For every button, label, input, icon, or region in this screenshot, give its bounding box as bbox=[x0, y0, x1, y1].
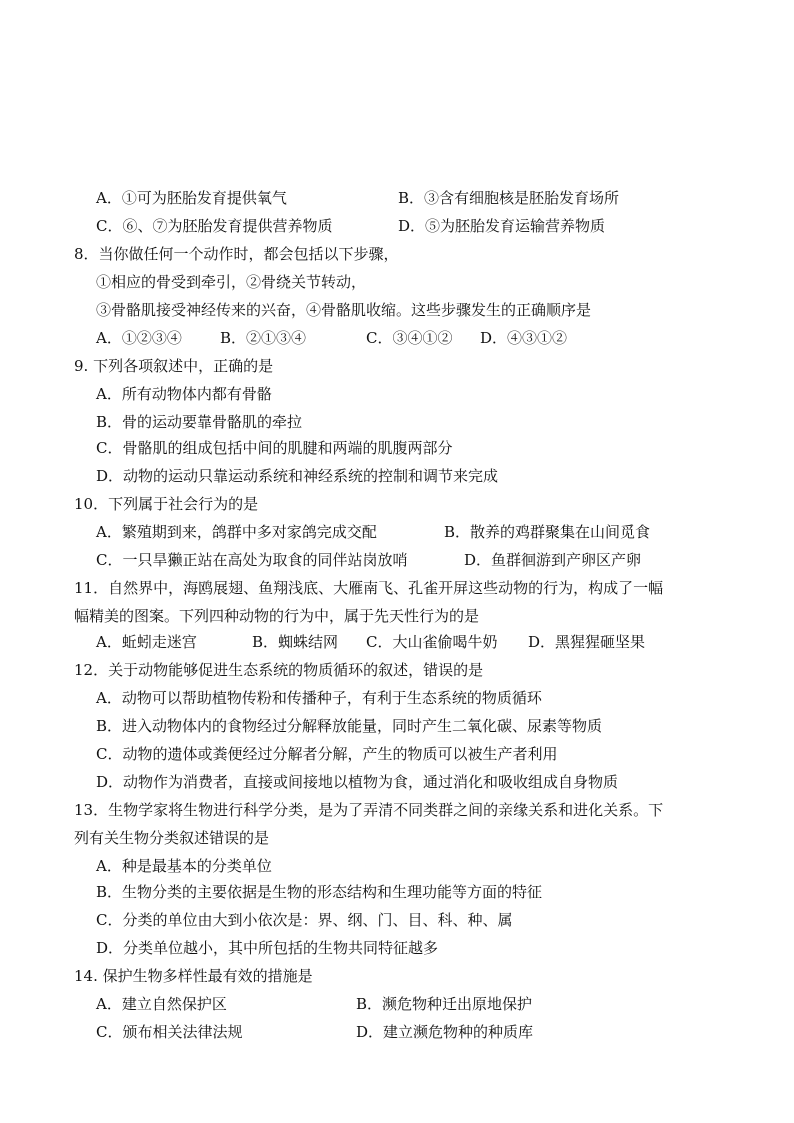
q13-option-c: C．分类的单位由大到小依次是：界、纲、门、目、科、种、属 bbox=[96, 911, 513, 929]
q9-option-a: A．所有动物体内都有骨骼 bbox=[96, 385, 272, 403]
q8-steps-line1: ①相应的骨受到牵引，②骨绕关节转动， bbox=[96, 273, 367, 291]
q8-option-a: A．①②③④ bbox=[96, 329, 182, 347]
q12-option-d: D．动物作为消费者，直接或间接地以植物为食，通过消化和吸收组成自身物质 bbox=[96, 773, 619, 791]
q8-option-c: C．③④①② bbox=[366, 329, 453, 347]
q11-stem-line1: 11．自然界中，海鸥展翅、鱼翔浅底、大雁南飞、孔雀开屏这些动物的行为，构成了一幅 bbox=[74, 579, 664, 597]
q14-option-d: D．建立濒危物种的种质库 bbox=[356, 1023, 534, 1041]
q9-option-d: D．动物的运动只靠运动系统和神经系统的控制和调节来完成 bbox=[96, 467, 499, 485]
q14-option-b: B．濒危物种迁出原地保护 bbox=[356, 995, 533, 1013]
q13-stem-line1: 13．生物学家将生物进行科学分类，是为了弄清不同类群之间的亲缘关系和进化关系。下 bbox=[74, 801, 664, 819]
q13-option-b: B．生物分类的主要依据是生物的形态结构和生理功能等方面的特征 bbox=[96, 883, 543, 901]
q8-stem: 8．当你做任何一个动作时，都会包括以下步骤， bbox=[74, 245, 399, 263]
q10-option-d: D．鱼群徊游到产卵区产卵 bbox=[464, 551, 642, 569]
q10-option-b: B．散养的鸡群聚集在山间觅食 bbox=[444, 523, 651, 541]
q13-stem-line2: 列有关生物分类叙述错误的是 bbox=[74, 829, 270, 847]
q9-stem: 9. 下列各项叙述中，正确的是 bbox=[74, 357, 274, 375]
q13-option-d: D．分类单位越小，其中所包括的生物共同特征越多 bbox=[96, 939, 439, 957]
q10-option-a: A．繁殖期到来，鸽群中多对家鸽完成交配 bbox=[96, 523, 377, 541]
q11-option-b: B．蜘蛛结网 bbox=[252, 633, 339, 651]
q11-stem-line2: 幅精美的图案。下列四种动物的行为中，属于先天性行为的是 bbox=[74, 607, 480, 625]
q9-option-c: C．骨骼肌的组成包括中间的肌腱和两端的肌腹两部分 bbox=[96, 439, 453, 457]
q7-option-a: A．①可为胚胎发育提供氧气 bbox=[96, 189, 287, 207]
q11-option-c: C．大山雀偷喝牛奶 bbox=[366, 633, 498, 651]
q7-option-d: D．⑤为胚胎发育运输营养物质 bbox=[398, 217, 606, 235]
q11-option-d: D．黑猩猩砸坚果 bbox=[528, 633, 646, 651]
q14-option-c: C．颁布相关法律法规 bbox=[96, 1023, 243, 1041]
q12-option-c: C．动物的遗体或粪便经过分解者分解，产生的物质可以被生产者利用 bbox=[96, 745, 558, 763]
q12-option-b: B．进入动物体内的食物经过分解释放能量，同时产生二氧化碳、尿素等物质 bbox=[96, 717, 603, 735]
q7-option-c: C．⑥、⑦为胚胎发育提供营养物质 bbox=[96, 217, 333, 235]
q8-option-d: D．④③①② bbox=[480, 329, 568, 347]
q12-stem: 12．关于动物能够促进生态系统的物质循环的叙述，错误的是 bbox=[74, 661, 484, 679]
q10-option-c: C．一只旱獭正站在高处为取食的同伴站岗放哨 bbox=[96, 551, 408, 569]
q12-option-a: A．动物可以帮助植物传粉和传播种子，有利于生态系统的物质循环 bbox=[96, 689, 542, 707]
q8-steps-line2: ③骨骼肌接受神经传来的兴奋，④骨骼肌收缩。这些步骤发生的正确顺序是 bbox=[96, 301, 592, 319]
q9-option-b: B．骨的运动要靠骨骼肌的牵拉 bbox=[96, 413, 303, 431]
q11-option-a: A．蚯蚓走迷宫 bbox=[96, 633, 197, 651]
q14-option-a: A．建立自然保护区 bbox=[96, 995, 227, 1013]
q7-option-b: B．③含有细胞核是胚胎发育场所 bbox=[398, 189, 620, 207]
q13-option-a: A．种是最基本的分类单位 bbox=[96, 857, 272, 875]
q8-option-b: B．②①③④ bbox=[220, 329, 307, 347]
q14-stem: 14. 保护生物多样性最有效的措施是 bbox=[74, 967, 313, 985]
q10-stem: 10．下列属于社会行为的是 bbox=[74, 495, 259, 513]
